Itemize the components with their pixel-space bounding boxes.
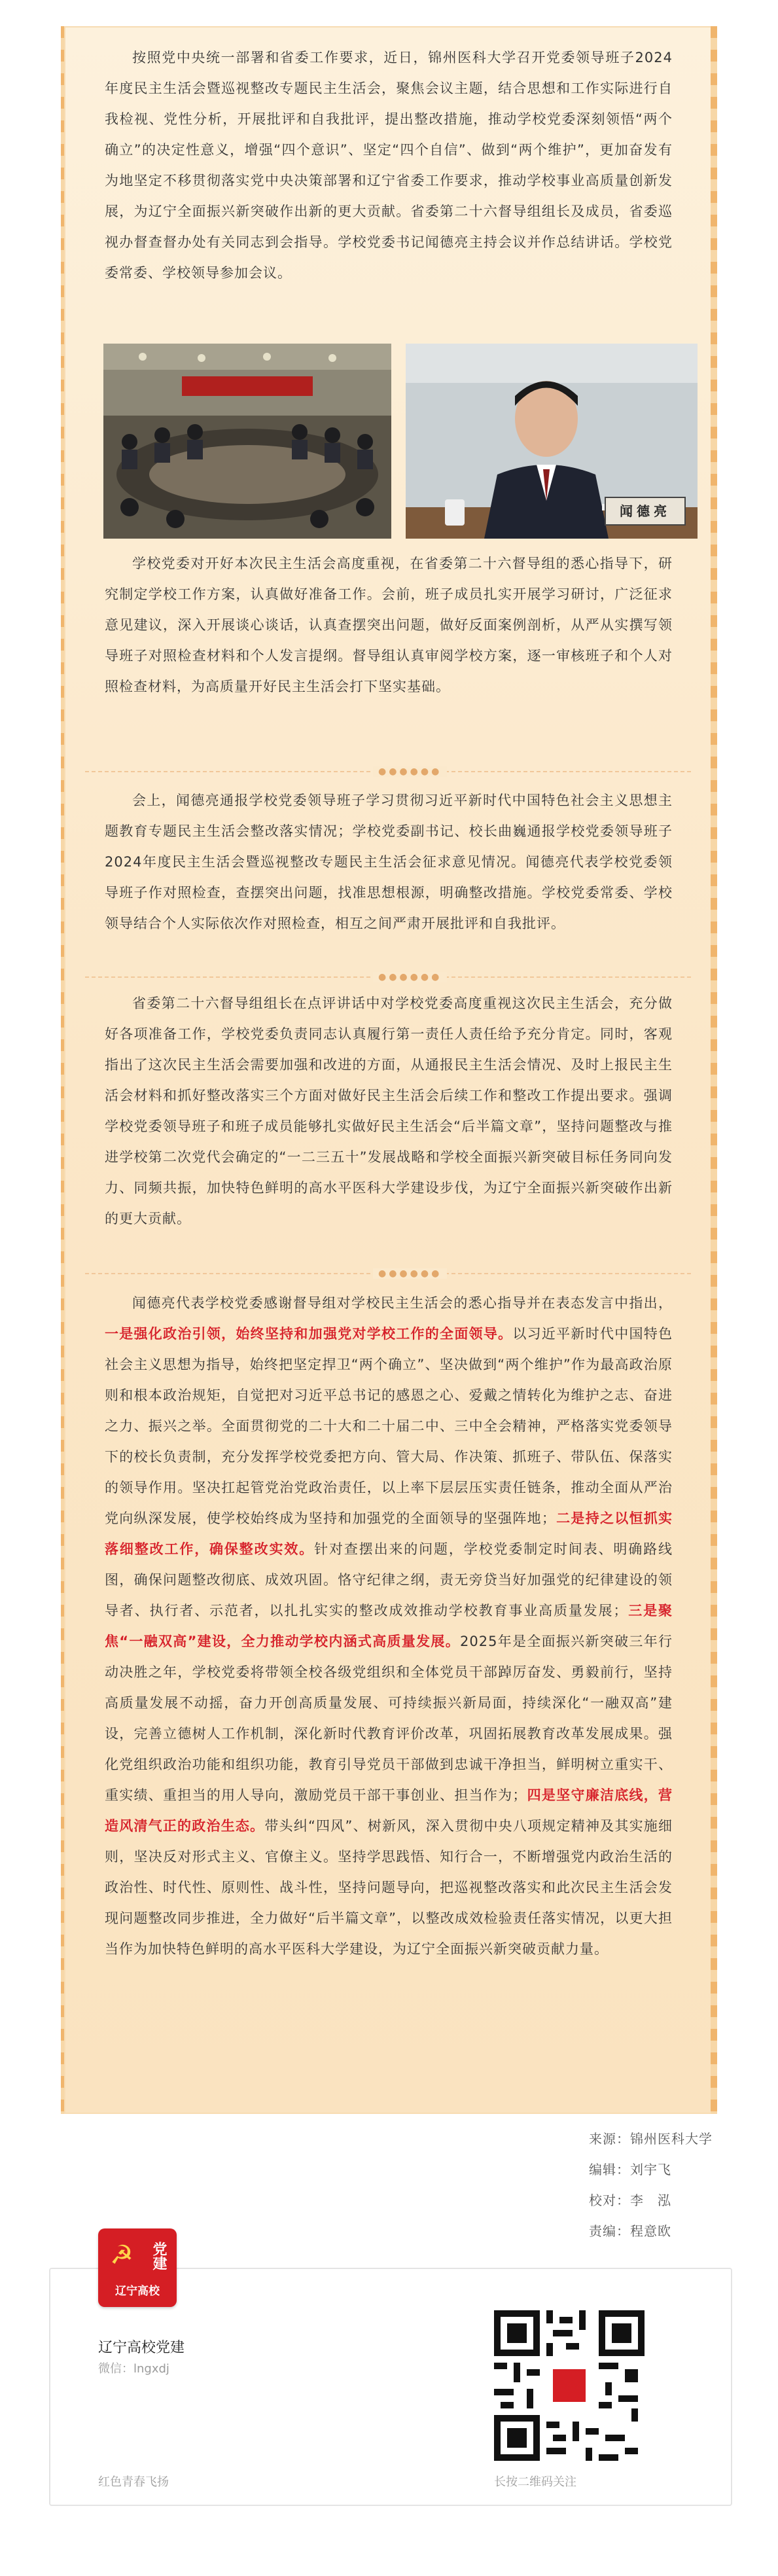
highlight-point-2: 二是持之以恒抓实落细整改工作，确保整改实效。 bbox=[105, 1511, 673, 1557]
wechat-id: 微信：lngxdj bbox=[98, 2362, 169, 2376]
paragraph-text: 带头纠“四风”、树新风，深入贯彻中央八项规定精神及其实施细则，坚决反对形式主义、官僚主义。坚持学思践悟、知行合一，不断增强党内政治生活的政治性、时代性、原则性、战斗性，坚持问题导向，把巡视整改落实和此次民主生活会发现问题整改同步推进，全力做好“后半篇文章”，以整改成效检验责任落实情况，以更大担当作为加快特色鲜明的高水平医科大学建设，为辽宁全面振兴新突破贡献力量。 bbox=[105, 1818, 673, 1957]
qr-code[interactable] bbox=[494, 2310, 645, 2461]
article-paragraph-2: 学校党委对开好本次民主生活会高度重视，在省委第二十六督导组的悉心指导下，研究制定学校工作方案，认真做好准备工作。会前，班子成员扎实开展学习研讨，广泛征求意见建议，深入开展谈心谈话，认真查摆突出问题，做好反面案例剖析，从严从实撰写领导班子对照检查材料和个人发言提纲。督导组认真审阅学校方案，逐一审核班子和个人对照检查材料，为高质量开好民主生活会打下坚实基础。 bbox=[105, 556, 673, 694]
paragraph-text: 针对查摆出来的问题，学校党委制定时间表、明确路线图，确保问题整改彻底、成效巩固。恪守纪律之纲，责无旁贷当好加强党的纪律建设的领导者、执行者、示范者，以扎扎实实的整改成效推动学校教育事业高质量发展； bbox=[105, 1541, 673, 1619]
speaker-portrait-photo bbox=[406, 344, 698, 539]
source-credit: 来源：锦州医科大学 bbox=[589, 2131, 713, 2147]
highlight-point-3: 三是聚焦“一融双高”建设，全力推动学校内涵式高质量发展。 bbox=[105, 1603, 673, 1649]
meeting-room-illustration bbox=[103, 344, 391, 539]
account-name: 辽宁高校党建 bbox=[98, 2340, 185, 2356]
article-paragraph-1: 按照党中央统一部署和省委工作要求，近日，锦州医科大学召开党委领导班子2024年度民主生活会暨巡视整改专题民主生活会，聚焦会议主题，结合思想和工作实际进行自我检视、党性分析，开展批评和自我批评，提出整改措施，推动学校党委深刻领悟“两个确立”的决定性意义，增强“四个意识”、坚定“四个自信”、做到“两个维护”，更加奋发有为地坚定不移贯彻落实党中央决策部署和辽宁省委工作要求，推动学校事业高质量创新发展，为辽宁全面振兴新突破作出新的更大贡献。省委第二十六督导组组长及成员，省委巡视办督查督办处有关同志到会指导。学校党委书记闻德亮主持会议并作总结讲话。学校党委常委、学校领导参加会议。 bbox=[105, 50, 673, 281]
decorative-rail-right bbox=[711, 26, 717, 2114]
qr-code-icon bbox=[494, 2310, 645, 2461]
slogan-text: 红色青春飞扬 bbox=[98, 2475, 169, 2489]
name-plate: 闻德亮 bbox=[605, 497, 686, 526]
proofreader-credit: 校对：李 泓 bbox=[589, 2192, 671, 2208]
meeting-room-photo bbox=[103, 344, 391, 539]
article-paragraph-4: 省委第二十六督导组组长在点评讲话中对学校党委高度重视这次民主生活会，充分做好各项准备工作，学校党委负责同志认真履行第一责任人责任给予充分肯定。同时，客观指出了这次民主生活会需要加强和改进的方面，从通报民主生活会情况、及时上报民主生活会材料和抓好整改落实三个方面对做好民主生活会后续工作和整改工作提出要求。强调学校党委领导班子和班子成员能够扎实做好民主生活会“后半篇文章”，坚持问题整改与推进学校第二次党代会确定的“一二三五十”发展战略和学校全面振兴新突破目标任务同向发力、同频共振，加快特色鲜明的高水平医科大学建设步伐，为辽宁全面振兴新突破作出新的更大贡献。 bbox=[105, 995, 673, 1226]
qr-hint-text: 长按二维码关注 bbox=[494, 2475, 576, 2489]
paragraph-text: 闻德亮代表学校党委感谢督导组对学校民主生活会的悉心指导并在表态发言中指出， bbox=[132, 1295, 673, 1311]
party-emblem-icon: ☭ bbox=[110, 2240, 133, 2270]
logo-text: 党建 bbox=[150, 2242, 167, 2270]
logo-text: 辽宁高校 bbox=[115, 2285, 160, 2298]
article-paragraph-5 bbox=[105, 1288, 673, 1965]
section-divider: ●●●●●● bbox=[85, 1273, 694, 1274]
section-divider: ●●●●●● bbox=[85, 771, 694, 772]
paragraph-text: 以习近平新时代中国特色社会主义思想为指导，始终把坚定捍卫“两个确立”、坚决做到“两个维护”作为最高政治原则和根本政治规矩，自觉把对习近平总书记的感恩之心、爱戴之情转化为维护之志、奋进之力、振兴之举。全面贯彻党的二十大和二十届二中、三中全会精神，严格落实党委领导下的校长负责制，充分发挥学校党委把方向、管大局、作决策、抓班子、带队伍、保落实的领导作用。坚决扛起管党治党政治责任，以上率下层层压实责任链条，推动全面从严治党向纵深发展，使学校始终成为坚持和加强党的全面领导的坚强阵地； bbox=[105, 1326, 673, 1526]
article-section-3 bbox=[105, 785, 673, 939]
highlight-point-4: 四是坚守廉洁底线，营造风清气正的政治生态。 bbox=[105, 1787, 673, 1834]
highlight-point-1: 一是强化政治引领，始终坚持和加强党对学校工作的全面领导。 bbox=[105, 1326, 513, 1342]
article-paragraph-3: 会上，闻德亮通报学校党委领导班子学习贯彻习近平新时代中国特色社会主义思想主题教育专题民主生活会整改落实情况；学校党委副书记、校长曲巍通报学校党委领导班子2024年度民主生活会暨巡视整改专题民主生活会征求意见情况。闻德亮代表学校党委领导班子作对照检查，查摆突出问题，找准思想根源，明确整改措施。学校党委常委、学校领导结合个人实际依次作对照检查，相互之间严肃开展批评和自我批评。 bbox=[105, 793, 673, 931]
article-section-1 bbox=[105, 43, 673, 289]
account-logo bbox=[98, 2228, 177, 2307]
paragraph-text: 2025年是全面振兴新突破三年行动决胜之年，学校党委将带领全校各级党组织和全体党员干部踔厉奋发、勇毅前行，坚持高质量发展不动摇，奋力开创高质量发展、可持续振兴新局面，持续深化“一融双高”建设，完善立德树人工作机制，深化新时代教育评价改革，巩固拓展教育改革发展成果。强化党组织政治功能和组织功能，教育引导党员干部做到忠诚干净担当，鲜明树立重实干、重实绩、重担当的用人导向，激励党员干部干事创业、担当作为； bbox=[105, 1634, 673, 1803]
chief-editor-credit: 责编：程意欧 bbox=[589, 2223, 671, 2239]
article-section-5 bbox=[105, 1288, 673, 1965]
section-divider: ●●●●●● bbox=[85, 976, 694, 978]
article-section-4 bbox=[105, 988, 673, 1234]
editor-credit: 编辑：刘宇飞 bbox=[589, 2162, 671, 2177]
article-section-2 bbox=[105, 548, 673, 702]
